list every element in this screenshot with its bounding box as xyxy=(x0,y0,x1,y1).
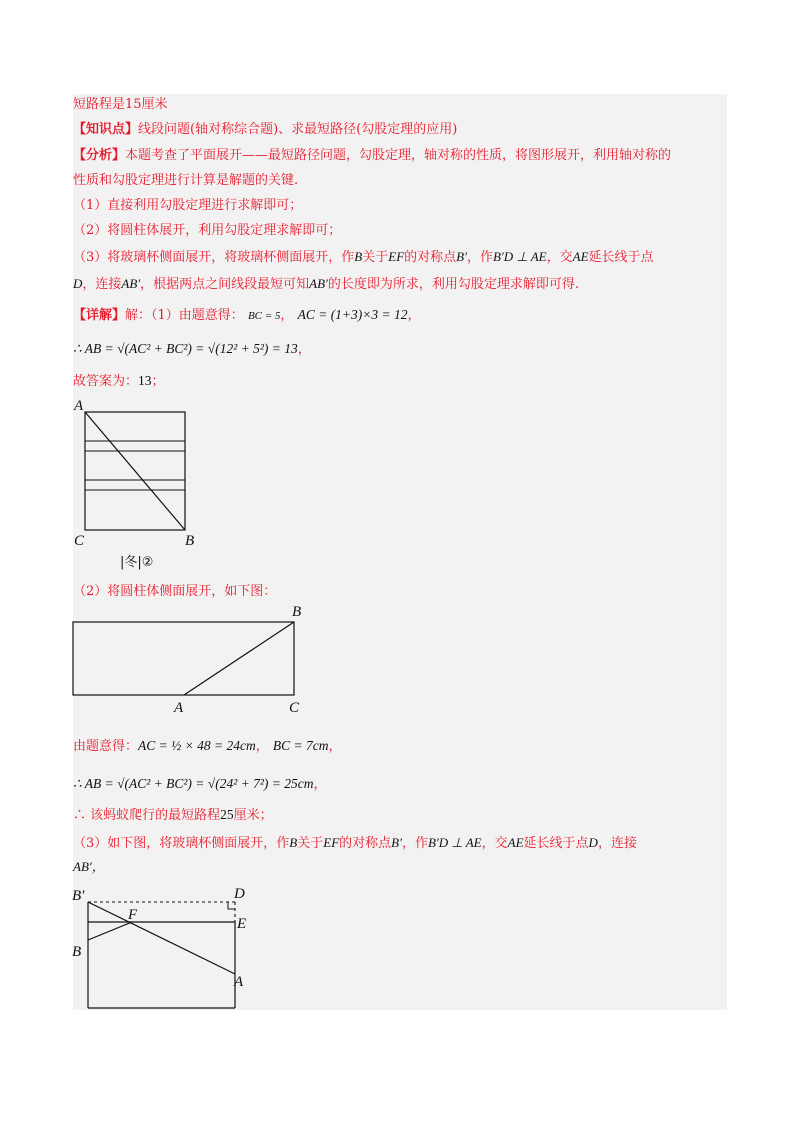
line-4-text: 性质和勾股定理进行计算是解题的关键. xyxy=(73,173,299,188)
detail-tag: 【详解】 xyxy=(73,308,126,323)
answer-line xyxy=(73,372,165,391)
line-7c: 关于 xyxy=(362,250,389,265)
semicolon: ； xyxy=(151,374,165,389)
knowledge-tag: 【知识点】 xyxy=(73,122,139,137)
line-9a: 解：（1）由题意得： xyxy=(125,308,244,323)
fig1-label-b: B xyxy=(185,533,195,549)
fig2-rect xyxy=(73,622,294,695)
fig3-right-angle xyxy=(228,902,235,909)
figure-2 xyxy=(70,600,310,720)
line-16m: ，连接 xyxy=(597,836,637,851)
line-7g: ，作 xyxy=(466,250,493,265)
line-15a: ∴ 该蚂蚁爬行的最短路程 xyxy=(73,808,221,823)
fig1-label-a: A xyxy=(74,398,84,414)
analysis-line xyxy=(73,147,671,165)
line-1-text: 短路程是15厘米 xyxy=(73,97,168,112)
fig3-label-f: F xyxy=(128,907,138,923)
math-ae: AE xyxy=(507,835,524,850)
fig1-label-c: C xyxy=(74,533,85,549)
math-perp: B′D ⊥ AE xyxy=(492,249,547,264)
comma: ， xyxy=(255,739,269,754)
line-8f: 的长度即为所求，利用勾股定理求解即可得. xyxy=(327,277,580,292)
fig3-line-bf xyxy=(88,922,132,940)
text-line xyxy=(73,172,298,190)
math-b-prime: B′ xyxy=(391,835,402,850)
line-7a: （3）将玻璃杯侧面展开，将玻璃杯侧面展开，作 xyxy=(73,250,355,265)
line-7k: 延长线于点 xyxy=(588,250,654,265)
fig3-label-b: B xyxy=(72,944,82,960)
text-line xyxy=(73,222,341,240)
text-line xyxy=(73,197,302,215)
line-16e: 的对称点 xyxy=(339,836,392,851)
math-b: B xyxy=(289,835,298,850)
text-line xyxy=(73,834,637,853)
fig3-label-b-prime: B′ xyxy=(72,888,85,904)
line-16i: ，交 xyxy=(481,836,508,851)
line-16k: 延长线于点 xyxy=(523,836,589,851)
formula-ab13: ∴ AB = √(AC² + BC²) = √(12² + 5²) = 13 xyxy=(73,341,298,356)
line-8d: ，根据两点之间线段最短可知 xyxy=(140,277,310,292)
fig1-caption: |冬|② xyxy=(120,555,154,570)
fig2-diagonal-ab xyxy=(184,622,294,695)
knowledge-line xyxy=(73,121,457,139)
detail-line xyxy=(73,306,421,325)
answer-value: 13 xyxy=(138,373,152,388)
fig1-diagonal-ab xyxy=(85,412,185,530)
line-7e: 的对称点 xyxy=(404,250,457,265)
math-ac12: AC = (1+3)×3 = 12 xyxy=(297,307,408,322)
fig2-label-c: C xyxy=(289,700,300,716)
line-7i: ，交 xyxy=(546,250,573,265)
text-line xyxy=(73,248,654,267)
math-bc5: BC = 5 xyxy=(247,310,281,322)
math-perp: B′D ⊥ AE xyxy=(427,835,482,850)
answer-25: 25 xyxy=(220,807,234,822)
math-b-prime: B′ xyxy=(456,249,467,264)
math-bc7: BC = 7cm xyxy=(272,738,329,753)
formula-line xyxy=(73,737,342,756)
line-16a: （3）如下图，将玻璃杯侧面展开，作 xyxy=(73,836,290,851)
fig3-label-d: D xyxy=(234,886,245,902)
text-line xyxy=(73,583,276,601)
fig3-line-b1a xyxy=(88,902,235,974)
math-d: D xyxy=(73,276,83,291)
fig3-label-a: A xyxy=(234,974,244,990)
math-ac24: AC = ½ × 48 = 24cm xyxy=(138,738,256,753)
fig2-label-a: A xyxy=(174,700,184,716)
math-ef: EF xyxy=(323,835,340,850)
line-16g: ，作 xyxy=(401,836,428,851)
figure-1 xyxy=(70,398,200,573)
text-line xyxy=(73,275,579,294)
math-ef: EF xyxy=(388,249,405,264)
math-ae: AE xyxy=(572,249,589,264)
line-16c: 关于 xyxy=(297,836,324,851)
text-line xyxy=(73,96,168,114)
math-b: B xyxy=(354,249,363,264)
fig3-label-e: E xyxy=(237,916,247,932)
line-13a: 由题意得： xyxy=(73,739,139,754)
fig2-label-b: B xyxy=(292,604,302,620)
formula-line xyxy=(73,340,311,359)
comma: ， xyxy=(328,739,342,754)
analysis-tag: 【分析】 xyxy=(73,148,126,163)
math-d: D xyxy=(588,835,598,850)
math-ab-prime: AB′ xyxy=(121,276,141,291)
text-line xyxy=(73,806,273,825)
line-12-text: （2）将圆柱体侧面展开，如下图： xyxy=(73,584,277,599)
formula-line xyxy=(73,775,327,794)
line-5-text: （1）直接利用勾股定理进行求解即可； xyxy=(73,198,303,213)
line-6-text: （2）将圆柱体展开，利用勾股定理求解即可； xyxy=(73,223,342,238)
text-line xyxy=(73,858,105,877)
comma: ， xyxy=(407,308,421,323)
figure-3 xyxy=(70,884,270,1014)
comma: ， xyxy=(313,777,327,792)
analysis-text: 本题考查了平面展开——最短路径问题，勾股定理，轴对称的性质，将图形展开，利用轴对称的 xyxy=(125,148,672,163)
knowledge-text: 线段问题(轴对称综合题)、求最短路径(勾股定理的应用) xyxy=(138,122,458,137)
math-ab-prime-2: AB′ xyxy=(309,276,328,291)
comma: ， xyxy=(280,308,294,323)
line-15c: 厘米； xyxy=(233,808,273,823)
comma: ， xyxy=(297,342,311,357)
math-ab-prime: AB′， xyxy=(73,859,105,874)
line-8b: ，连接 xyxy=(82,277,122,292)
answer-label: 故答案为： xyxy=(73,374,139,389)
formula-ab25: ∴ AB = √(AC² + BC²) = √(24² + 7²) = 25cm xyxy=(73,776,314,791)
